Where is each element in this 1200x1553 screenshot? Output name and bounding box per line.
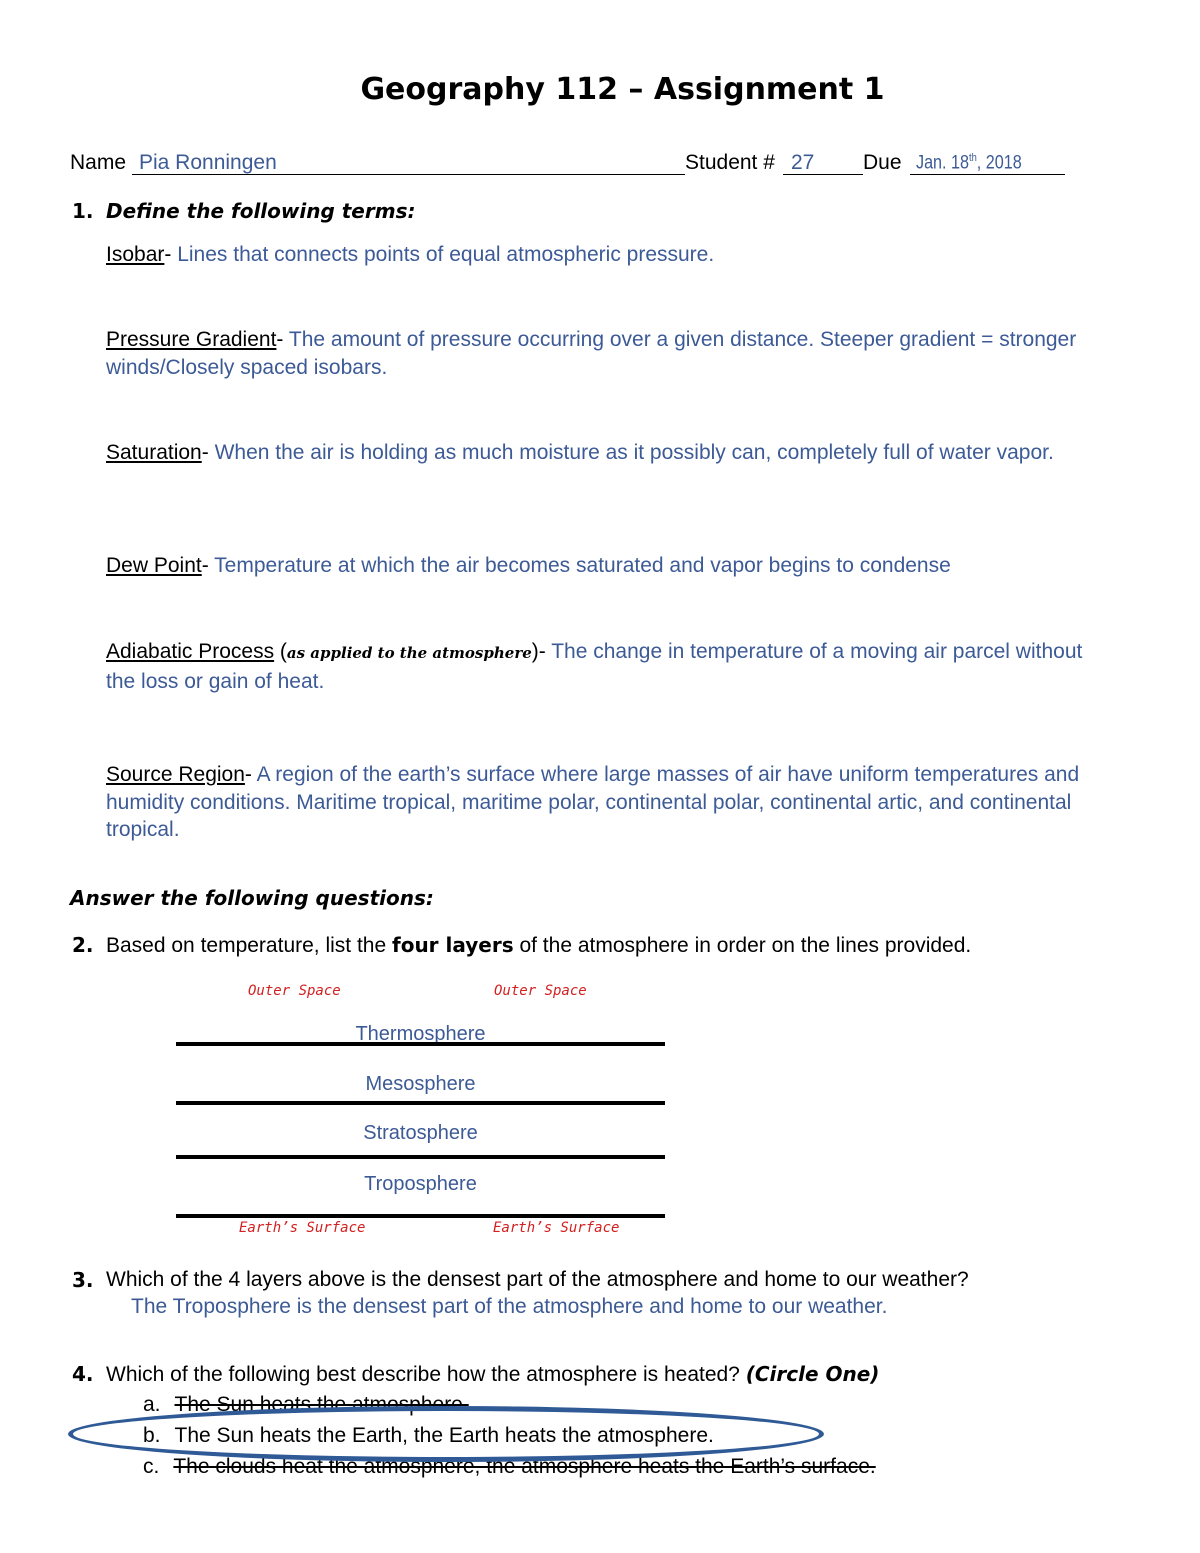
- layer-line-2: [176, 1101, 665, 1105]
- layer-1-answer[interactable]: Thermosphere: [355, 1023, 486, 1045]
- answer-circle: [68, 1406, 824, 1462]
- option-a[interactable]: a. The Sun heats the atmosphere.: [143, 1393, 469, 1416]
- option-c[interactable]: c. The clouds heat the atmosphere, the atmosphere heats the Earth’s surface.: [143, 1455, 876, 1478]
- layer-3-answer[interactable]: Stratosphere: [363, 1122, 478, 1144]
- layer-line-3: [176, 1155, 665, 1159]
- term-saturation: Saturation- When the air is holding as much moisture as it possibly can, completely full of water vapor.: [106, 441, 1054, 464]
- section1-heading: Define the following terms:: [106, 199, 416, 223]
- term-isobar: Isobar- Lines that connects points of equal atmospheric pressure.: [106, 243, 715, 266]
- layer-line-1: [176, 1042, 665, 1046]
- outer-space-right: Outer Space: [494, 983, 587, 999]
- student-value[interactable]: 27: [791, 151, 815, 174]
- due-label: Due: [863, 151, 902, 174]
- term-dew-point: Dew Point- Temperature at which the air becomes saturated and vapor begins to condense: [106, 554, 951, 577]
- layer-line-4: [176, 1214, 665, 1218]
- q2-text: Based on temperature, list the four layers of the atmosphere in order on the lines provided.: [106, 933, 972, 957]
- name-label: Name: [70, 151, 127, 174]
- section2-heading: Answer the following questions:: [70, 886, 434, 910]
- name-value[interactable]: Pia Ronningen: [139, 151, 277, 174]
- q4-text: Which of the following best describe how the atmosphere is heated? (Circle One): [106, 1362, 880, 1386]
- layer-2-answer[interactable]: Mesosphere: [365, 1073, 476, 1095]
- section1-number: 1.: [72, 199, 94, 223]
- page-title: Geography 112 – Assignment 1: [360, 72, 885, 107]
- term-adiabatic-process: Adiabatic Process (as applied to the atmosphere)- The change in temperature of a moving air parcel without the loss or gain of heat.: [106, 640, 1083, 693]
- term-source-region: Source Region- A region of the earth’s surface where large masses of air have uniform temperatures and humidity conditions. Maritime tropical, maritime polar, continental polar, continental artic, and continental tropical.: [106, 763, 1080, 841]
- q4-number: 4.: [72, 1362, 94, 1386]
- due-value[interactable]: Jan. 18th, 2018: [916, 152, 1022, 174]
- q3-text: Which of the 4 layers above is the densest part of the atmosphere and home to our weather?: [106, 1268, 969, 1291]
- option-b[interactable]: b. The Sun heats the Earth, the Earth heats the atmosphere.: [143, 1424, 714, 1447]
- q3-number: 3.: [72, 1268, 94, 1292]
- earth-surface-left: Earth’s Surface: [239, 1220, 366, 1236]
- student-label: Student #: [685, 151, 775, 174]
- layer-4-answer[interactable]: Troposphere: [364, 1173, 477, 1195]
- q3-answer[interactable]: The Troposphere is the densest part of the atmosphere and home to our weather.: [131, 1295, 888, 1318]
- outer-space-left: Outer Space: [248, 983, 341, 999]
- earth-surface-right: Earth’s Surface: [493, 1220, 620, 1236]
- term-pressure-gradient: Pressure Gradient- The amount of pressure occurring over a given distance. Steeper gradient = stronger winds/Closely spaced isobars.: [106, 328, 1077, 379]
- q2-number: 2.: [72, 933, 94, 957]
